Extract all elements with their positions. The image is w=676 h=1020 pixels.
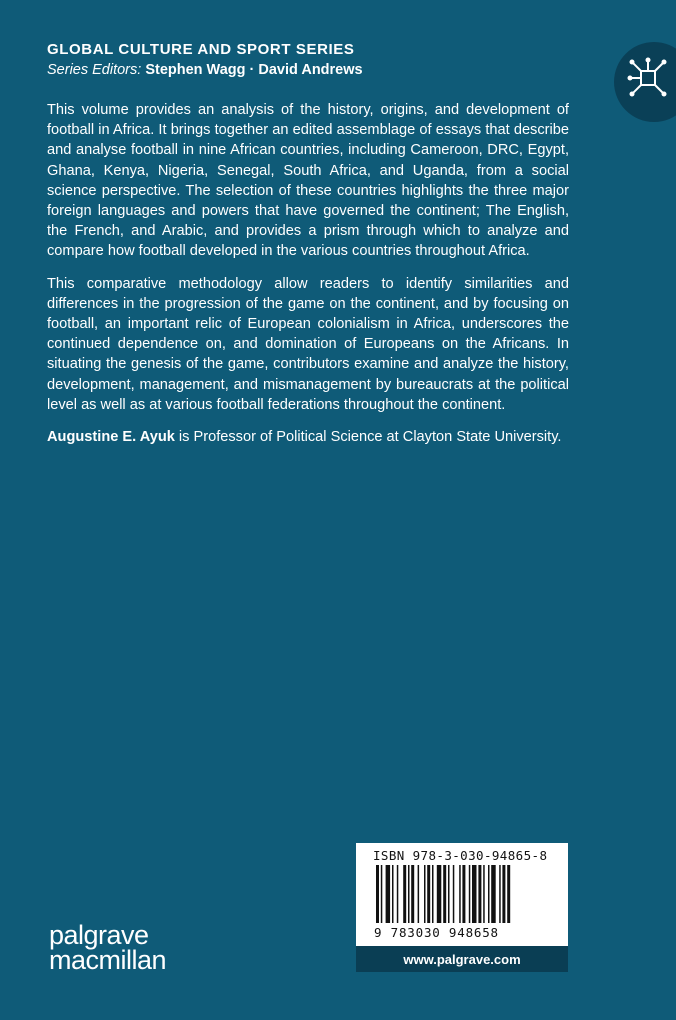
author-bio — [47, 427, 569, 447]
series-title: GLOBAL CULTURE AND SPORT SERIES — [47, 41, 355, 58]
barcode-icon — [376, 865, 552, 927]
author-bio-text: is Professor of Political Science at Clayton State University. — [174, 429, 562, 446]
publisher-line-2: macmillan — [49, 945, 167, 975]
palgrave-logo-icon — [614, 42, 676, 122]
series-editors-names: Stephen Wagg · David Andrews — [145, 62, 363, 78]
blurb-paragraph-1: This volume provides an analysis of the history, origins, and development of football in Africa. It brings together an edited assemblage of essays that describe and analyse football in nine African countries, including Cameroon, DRC, Egypt, Ghana, Kenya, Nigeria, Senegal, South Africa, and Uganda, from a social science perspective. The selection of these countries highlights the three major foreign languages and powers that have governed the continent; The English, the French, and Arabic, and provides a prism through which to analyze and compare how football developed in the various countries throughout Africa. — [47, 102, 569, 260]
publisher-logo — [49, 920, 167, 975]
publisher-line-1: palgrave — [49, 920, 149, 950]
series-editors — [47, 62, 363, 78]
blurb — [47, 100, 569, 459]
barcode-digits: 9 783030 948658 — [374, 925, 499, 940]
series-editors-label: Series Editors: — [47, 62, 142, 78]
barcode-panel — [356, 843, 568, 946]
publisher-url: www.palgrave.com — [356, 946, 568, 972]
isbn-label: ISBN 978-3-030-94865-8 — [373, 848, 548, 863]
blurb-paragraph-2: This comparative methodology allow readers to identify similarities and differences in the progression of the game on the continent, and by focusing on football, an important relic of European colonialism in Africa, underscores the continued dependence on, and domination of Europeans on the Africans. In situating the genesis of the game, contributors examine and analyze the history, development, management, and mismanagement by bureaucrats at the political level as well as at various football federations throughout the continent. — [47, 275, 569, 413]
author-name: Augustine E. Ayuk — [47, 429, 175, 446]
